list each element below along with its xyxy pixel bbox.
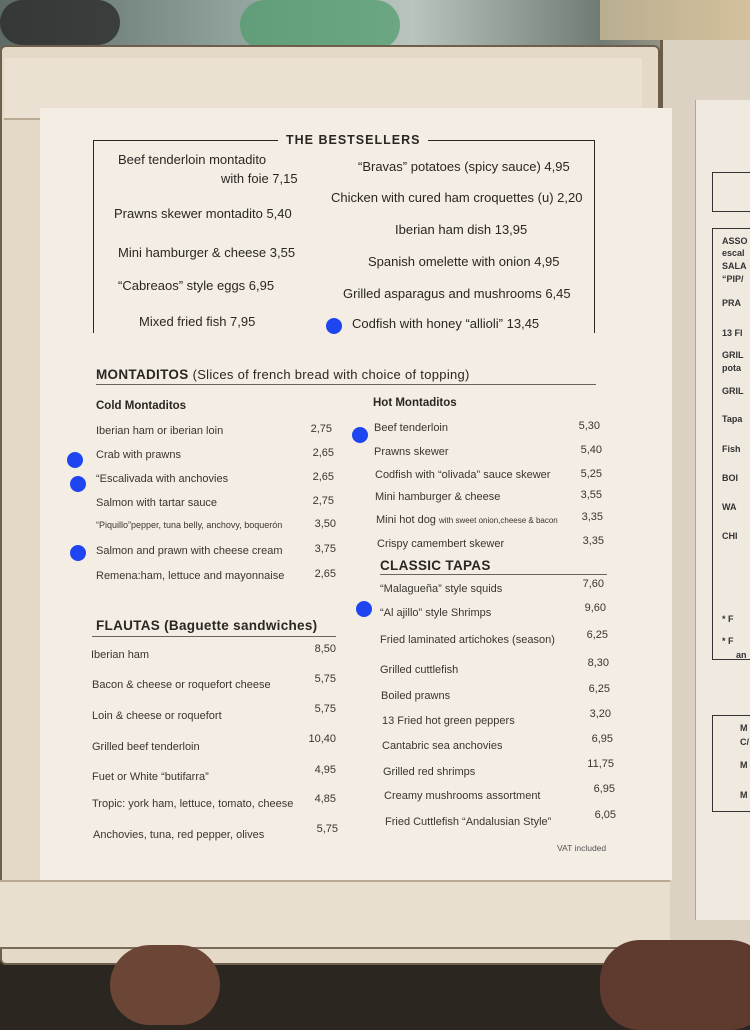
bestsellers-title: THE BESTSELLERS — [278, 133, 428, 147]
menu-item-name: Mini hot dog with sweet onion,cheese & bacon — [376, 514, 558, 526]
hand-left — [110, 945, 220, 1025]
side-label: C/ — [740, 737, 749, 747]
side-label: Tapa — [722, 414, 743, 424]
side-label: CHI — [722, 531, 738, 541]
marker-dot — [352, 427, 368, 443]
menu-item-price: 5,30 — [578, 420, 600, 432]
bestseller-item: Spanish omelette with onion 4,95 — [368, 254, 560, 269]
side-label: SALA — [722, 261, 747, 271]
menu-item-price: 6,95 — [593, 783, 615, 795]
bestseller-item: “Cabreaos” style eggs 6,95 — [118, 278, 275, 293]
menu-item-name: Fried Cuttlefish “Andalusian Style” — [385, 816, 552, 828]
background-plant — [240, 0, 400, 50]
marker-dot — [70, 545, 86, 561]
classic-tapas-title: CLASSIC TAPAS — [380, 558, 491, 573]
menu-item-name: Grilled cuttlefish — [380, 664, 459, 676]
side-label: GRIL — [722, 350, 744, 360]
menu-item-name: Loin & cheese or roquefort — [92, 710, 222, 722]
background-bike — [0, 0, 120, 45]
side-label: * F — [722, 614, 734, 624]
hand-right — [600, 940, 750, 1030]
side-label: GRIL — [722, 386, 744, 396]
side-label: PRA — [722, 298, 742, 308]
menu-item-name: “Malagueña” style squids — [380, 583, 503, 595]
menu-item-price: 2,65 — [314, 568, 336, 580]
side-label: * F — [722, 636, 734, 646]
menu-item-name: “Piquillo”pepper, tuna belly, anchovy, boquerón — [96, 520, 283, 530]
bestseller-item: Prawns skewer montadito 5,40 — [114, 206, 292, 221]
menu-item-name: Iberian ham — [91, 649, 150, 661]
menu-item-name: Codfish with “olivada” sauce skewer — [375, 469, 551, 481]
side-label: Fish — [722, 444, 741, 454]
side-label: 13 Fl — [722, 328, 743, 338]
menu-item-price: 5,75 — [314, 673, 336, 685]
menu-item-name: Remena:ham, lettuce and mayonnaise — [96, 570, 285, 582]
menu-item-name: Beef tenderloin — [374, 422, 448, 434]
marker-dot — [70, 476, 86, 492]
bestseller-item: Iberian ham dish 13,95 — [395, 222, 528, 237]
menu-item-price: 5,75 — [316, 823, 338, 835]
background-shop — [600, 0, 750, 40]
side-label: M — [740, 723, 748, 733]
menu-item-name: Salmon with tartar sauce — [96, 497, 218, 509]
montaditos-subtitle: (Slices of french bread with choice of topping) — [192, 367, 470, 382]
menu-item-name: Anchovies, tuna, red pepper, olives — [93, 829, 265, 841]
bestseller-item: Mixed fried fish 7,95 — [139, 314, 256, 329]
menu-item-price: 6,25 — [588, 683, 610, 695]
menu-item-name: 13 Fried hot green peppers — [382, 715, 515, 727]
side-label: an — [736, 650, 747, 660]
side-label: WA — [722, 502, 737, 512]
menu-item-name: Grilled beef tenderloin — [92, 741, 200, 753]
marker-dot — [326, 318, 342, 334]
side-box — [712, 172, 750, 212]
menu-item-price: 5,25 — [580, 468, 602, 480]
side-label: M — [740, 790, 748, 800]
menu-item-price: 8,50 — [314, 643, 336, 655]
menu-item-name: “Al ajillo” style Shrimps — [380, 607, 492, 619]
divider — [92, 636, 336, 637]
bestseller-item: “Bravas” potatoes (spicy sauce) 4,95 — [358, 159, 570, 174]
menu-item-name: Creamy mushrooms assortment — [384, 790, 541, 802]
hot-montaditos-title: Hot Montaditos — [373, 397, 457, 409]
bestseller-item: Beef tenderloin montadito — [118, 152, 267, 167]
menu-item-price: 3,35 — [581, 511, 603, 523]
menu-item-price: 3,35 — [582, 535, 604, 547]
side-label: pota — [722, 363, 741, 373]
menu-item-price: 9,60 — [584, 602, 606, 614]
marker-dot — [67, 452, 83, 468]
menu-item-name: Prawns skewer — [374, 446, 449, 458]
menu-item-price: 3,50 — [314, 518, 336, 530]
menu-item-price: 2,75 — [310, 423, 332, 435]
divider — [380, 574, 607, 575]
menu-item-price: 6,95 — [591, 733, 613, 745]
menu-item-price: 7,60 — [582, 578, 604, 590]
menu-item-name: Fuet or White “butifarra” — [92, 771, 209, 783]
menu-item-name: “Escalivada with anchovies — [96, 473, 229, 485]
menu-item-name: Fried laminated artichokes (season) — [380, 634, 555, 646]
side-label: BOI — [722, 473, 739, 483]
flautas-title: FLAUTAS (Baguette sandwiches) — [96, 618, 318, 633]
side-label: ASSO — [722, 236, 748, 246]
menu-item-price: 4,85 — [314, 793, 336, 805]
bestseller-item: Mini hamburger & cheese 3,55 — [118, 245, 296, 260]
menu-item-name: Crab with prawns — [96, 449, 181, 461]
menu-item-name: Mini hamburger & cheese — [375, 491, 501, 503]
menu-item-price: 11,75 — [587, 758, 614, 770]
menu-item-price: 6,05 — [594, 809, 616, 821]
bestseller-item: Chicken with cured ham croquettes (u) 2,20 — [331, 190, 583, 205]
bestseller-item: Grilled asparagus and mushrooms 6,45 — [343, 286, 571, 301]
divider — [96, 384, 596, 385]
bestseller-item: Codfish with honey “allioli” 13,45 — [352, 316, 540, 331]
bestseller-item: with foie 7,15 — [221, 171, 298, 186]
side-label: M — [740, 760, 748, 770]
menu-item-name: Grilled red shrimps — [383, 766, 476, 778]
cold-montaditos-title: Cold Montaditos — [96, 400, 187, 412]
side-label: escal — [722, 248, 745, 258]
menu-item-name: Boiled prawns — [381, 690, 451, 702]
menu-item-price: 2,65 — [312, 471, 334, 483]
menu-item-name: Cantabric sea anchovies — [382, 740, 503, 752]
menu-item-name: Iberian ham or iberian loin — [96, 425, 224, 437]
menu-item-price: 5,75 — [314, 703, 336, 715]
folder-bottom-flap — [0, 880, 670, 949]
menu-item-note: with sweet onion,cheese & bacon — [439, 516, 558, 525]
side-label: “PIP/ — [722, 274, 744, 284]
marker-dot — [356, 601, 372, 617]
menu-item-price: 6,25 — [586, 629, 608, 641]
menu-item-price: 3,20 — [589, 708, 611, 720]
menu-item-price: 2,65 — [312, 447, 334, 459]
menu-item-price: 3,75 — [314, 543, 336, 555]
vat-note: VAT included — [557, 843, 607, 853]
menu-item-name: Bacon & cheese or roquefort cheese — [92, 679, 271, 691]
menu-item-price: 8,30 — [587, 657, 609, 669]
menu-item-price: 5,40 — [580, 444, 602, 456]
menu-item-name: Crispy camembert skewer — [377, 538, 505, 550]
montaditos-title: MONTADITOS (Slices of french bread with choice of topping) — [96, 367, 470, 382]
menu-item-price: 4,95 — [314, 764, 336, 776]
menu-item-name: Tropic: york ham, lettuce, tomato, cheese — [92, 798, 294, 810]
menu-item-price: 2,75 — [312, 495, 334, 507]
menu-item-price: 3,55 — [580, 489, 602, 501]
menu-item-name: Salmon and prawn with cheese cream — [96, 545, 283, 557]
menu-item-price: 10,40 — [308, 733, 336, 745]
